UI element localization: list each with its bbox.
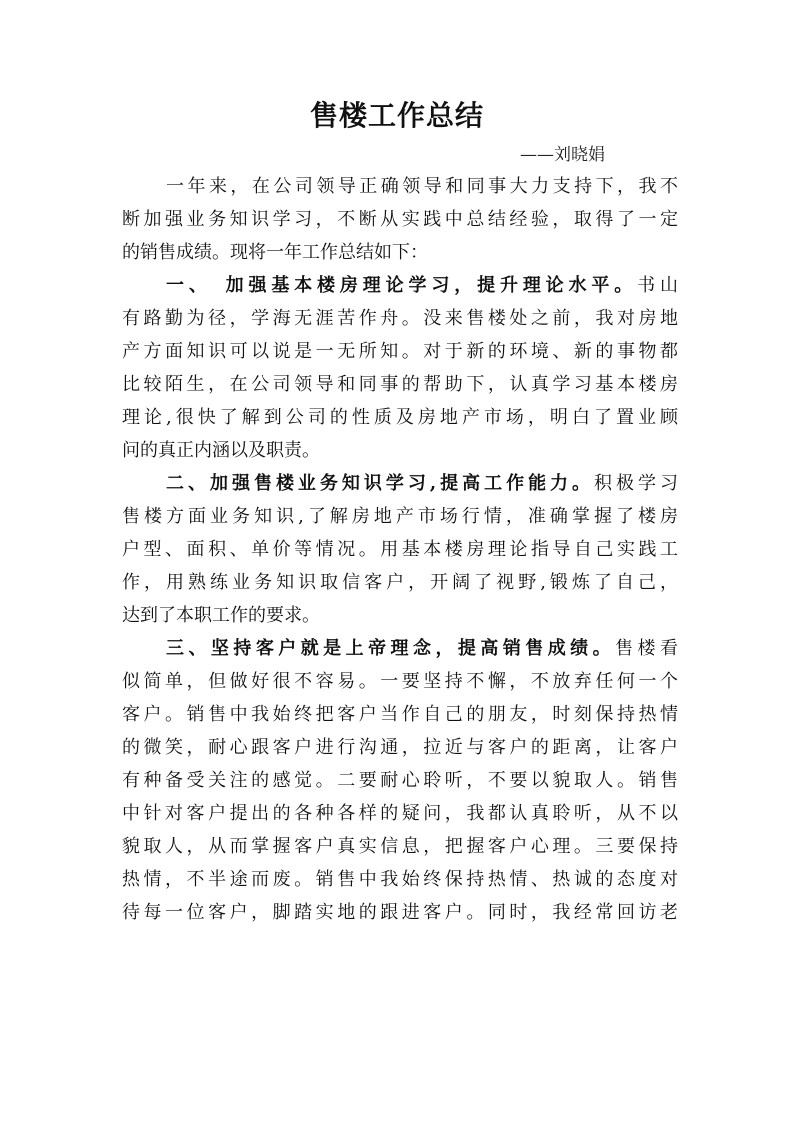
text-line <box>122 401 678 434</box>
line-text: 有路勤为径，学海无涯苦作舟。没来售楼处之前，我对房地 <box>122 308 678 329</box>
text-line <box>122 170 678 203</box>
section-heading: 三、坚持客户就是上帝理念，提高销售成绩。 <box>166 638 616 659</box>
text-line <box>122 863 678 896</box>
text-line <box>122 731 678 764</box>
line-text: 产方面知识可以说是一无所知。对于新的环境、新的事物都 <box>122 341 678 362</box>
line-text: 一年来，在公司领导正确领导和同事大力支持下，我不 <box>166 176 678 197</box>
author-line: ——刘晓娟 <box>520 145 605 165</box>
document-title: 售楼工作总结 <box>309 99 484 132</box>
text-line <box>122 203 678 236</box>
text-line <box>122 434 678 467</box>
section-paragraph <box>122 269 678 467</box>
text-line <box>122 335 678 368</box>
line-text: 断加强业务知识学习，不断从实践中总结经验，取得了一定 <box>122 209 678 230</box>
section-paragraph <box>122 632 678 929</box>
line-text: 待每一位客户，脚踏实地的跟进客户。同时，我经常回访老 <box>122 902 678 923</box>
line-text: 户型、面积、单价等情况。用基本楼房理论指导自己实践工 <box>122 539 678 560</box>
text-line <box>122 797 678 830</box>
text-line <box>122 896 678 929</box>
text-line <box>122 599 678 632</box>
text-line <box>122 764 678 797</box>
line-text: 的销售成绩。现将一年工作总结如下： <box>122 242 428 263</box>
line-text: 售楼方面业务知识,了解房地产市场行情，准确掌握了楼房 <box>122 506 678 527</box>
line-text: 作，用熟练业务知识取信客户，开阔了视野,锻炼了自己， <box>122 572 678 593</box>
text-line <box>122 302 678 335</box>
text-line <box>122 500 678 533</box>
text-line <box>122 533 678 566</box>
text-line <box>122 467 678 500</box>
line-text: 问的真正内涵以及职责。 <box>122 440 320 461</box>
section-paragraph <box>122 467 678 632</box>
line-text: 书山 <box>637 275 679 296</box>
line-text: 的微笑，耐心跟客户进行沟通，拉近与客户的距离，让客户 <box>122 737 678 758</box>
line-text: 中针对客户提出的各种各样的疑问，我都认真聆听，从不以 <box>122 803 678 824</box>
section-heading: 一、 加强基本楼房理论学习，提升理论水平。 <box>166 275 638 296</box>
line-text: 理论,很快了解到公司的性质及房地产市场，明白了置业顾 <box>122 407 678 428</box>
line-text: 售楼看 <box>615 638 679 659</box>
text-line <box>122 632 678 665</box>
text-line <box>122 566 678 599</box>
line-text: 似简单，但做好很不容易。一要坚持不懈，不放弃任何一个 <box>122 671 678 692</box>
line-text: 客户。销售中我始终把客户当作自己的朋友，时刻保持热情 <box>122 704 678 725</box>
text-line <box>122 665 678 698</box>
line-text: 积极学习 <box>594 473 679 494</box>
text-line <box>122 830 678 863</box>
line-text: 有种备受关注的感觉。二要耐心聆听，不要以貌取人。销售 <box>122 770 678 791</box>
text-line <box>122 698 678 731</box>
line-text: 达到了本职工作的要求。 <box>122 605 320 626</box>
text-line <box>122 236 678 269</box>
section-heading: 二、加强售楼业务知识学习,提高工作能力。 <box>166 473 595 494</box>
line-text: 貌取人，从而掌握客户真实信息，把握客户心理。三要保持 <box>122 836 678 857</box>
document-body <box>122 170 678 929</box>
line-text: 比较陌生，在公司领导和同事的帮助下，认真学习基本楼房 <box>122 374 678 395</box>
text-line <box>122 368 678 401</box>
text-line <box>122 269 678 302</box>
line-text: 热情，不半途而废。销售中我始终保持热情、热诚的态度对 <box>122 869 678 890</box>
intro-paragraph <box>122 170 678 269</box>
